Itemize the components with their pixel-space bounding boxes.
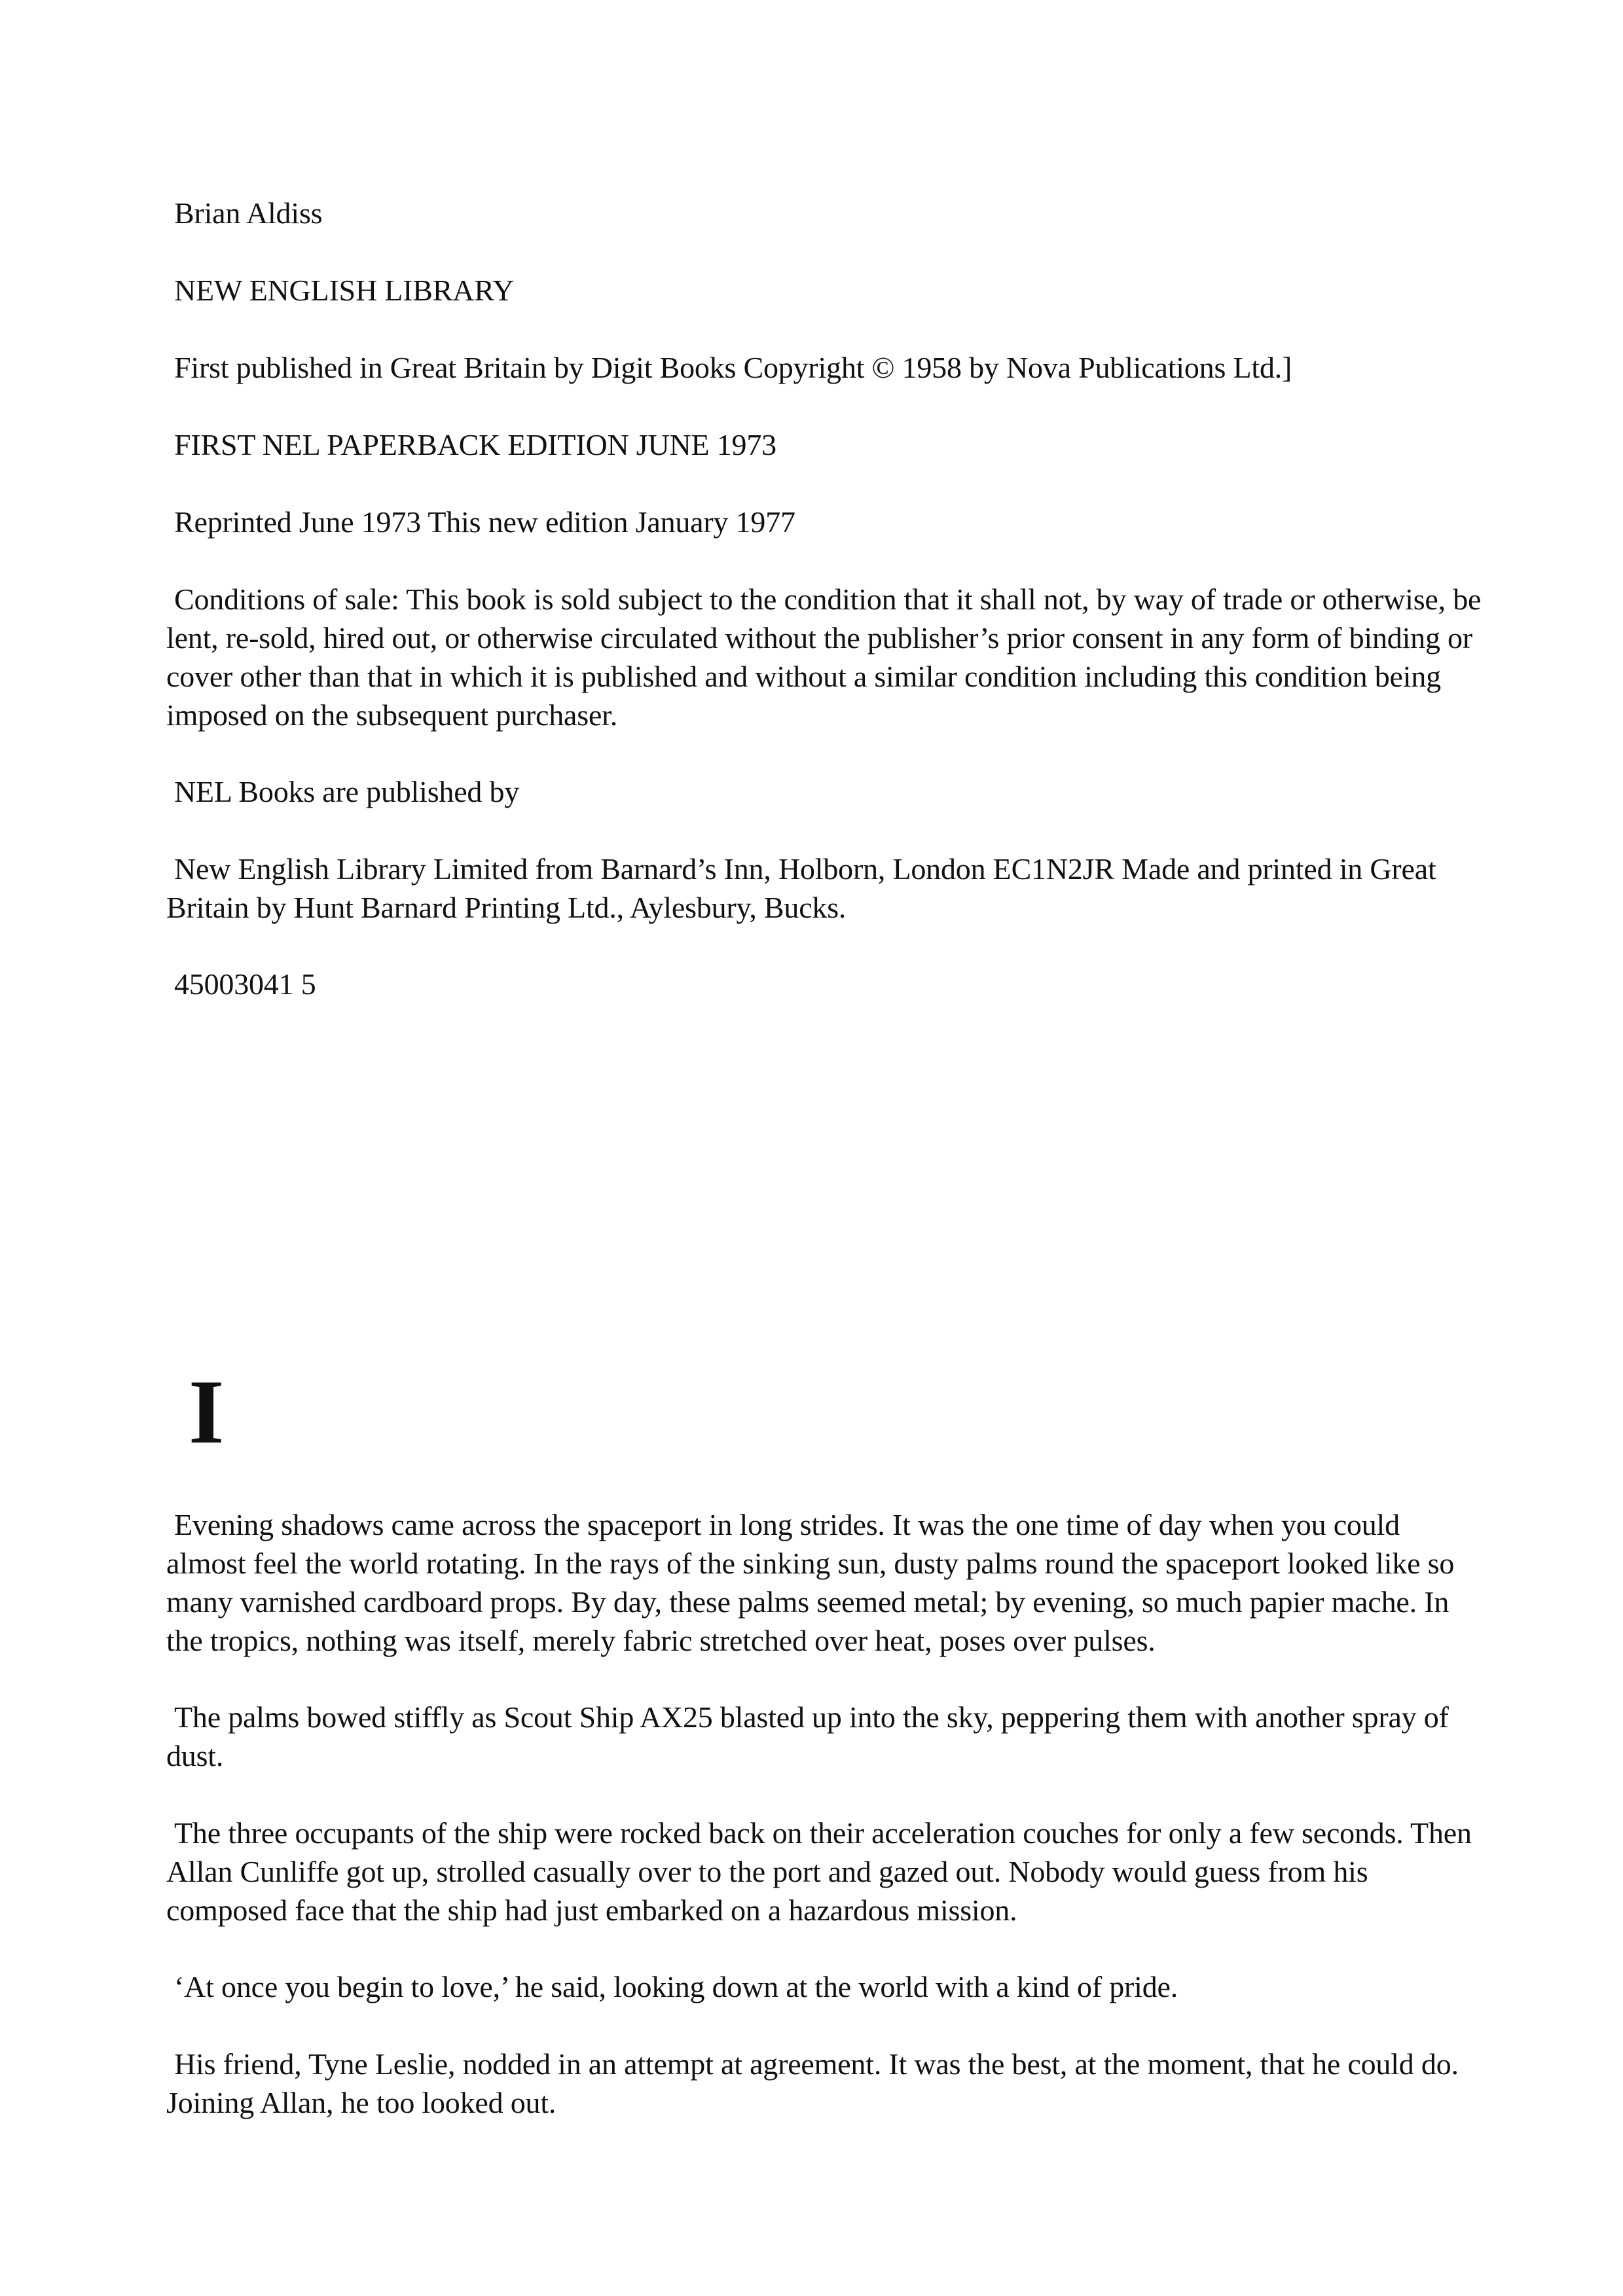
first-edition-line: FIRST NEL PAPERBACK EDITION JUNE 1973 — [174, 428, 776, 461]
author-name: Brian Aldiss — [174, 196, 323, 230]
chapter-number: I — [189, 1361, 225, 1463]
chapter-paragraph-4: ‘At once you begin to love,’ he said, looking down at the world with a kind of pride. — [174, 1970, 1178, 2003]
reprint-line: Reprinted June 1973 This new edition January 1977 — [174, 505, 795, 539]
isbn-number: 45003041 5 — [174, 967, 316, 1001]
published-by-line: NEL Books are published by — [174, 775, 520, 808]
chapter-paragraph-2: The palms bowed stiffly as Scout Ship AX25 blasted up into the sky, peppering them with another spray of dust. — [166, 1700, 1449, 1772]
publisher-name: NEW ENGLISH LIBRARY — [174, 274, 515, 307]
chapter-paragraph-5: His friend, Tyne Leslie, nodded in an attempt at agreement. It was the best, at the moment, that he could do. Joining Allan, he too looked out. — [166, 2047, 1459, 2119]
chapter-paragraph-3: The three occupants of the ship were rocked back on their acceleration couches for only a few seconds. Then Allan Cunliffe got up, strolled casually over to the port and gazed out. Nobody would guess from his composed face that the ship had just embarked on a hazardous mission. — [166, 1816, 1472, 1927]
conditions-of-sale: Conditions of sale: This book is sold subject to the condition that it shall not, by way of trade or otherwise, be lent, re-sold, hired out, or otherwise circulated without the publisher’s prior consent in any form of binding or cover other than that in which it is published and without a similar condition including this condition being imposed on the subsequent purchaser. — [166, 583, 1482, 732]
chapter-paragraph-1: Evening shadows came across the spaceport in long strides. It was the one time of day when you could almost feel the world rotating. In the rays of the sinking sun, dusty palms round the spaceport looked like so many varnished cardboard props. By day, these palms seemed metal; by evening, so much papier mache. In the tropics, nothing was itself, merely fabric stretched over heat, poses over pulses. — [166, 1508, 1455, 1657]
first-published-line: First published in Great Britain by Digit Books Copyright © 1958 by Nova Publications Ltd.] — [174, 351, 1292, 384]
publisher-address: New English Library Limited from Barnard’s Inn, Holborn, London EC1N2JR Made and printed in Great Britain by Hunt Barnard Printing Ltd., Aylesbury, Bucks. — [166, 852, 1436, 924]
